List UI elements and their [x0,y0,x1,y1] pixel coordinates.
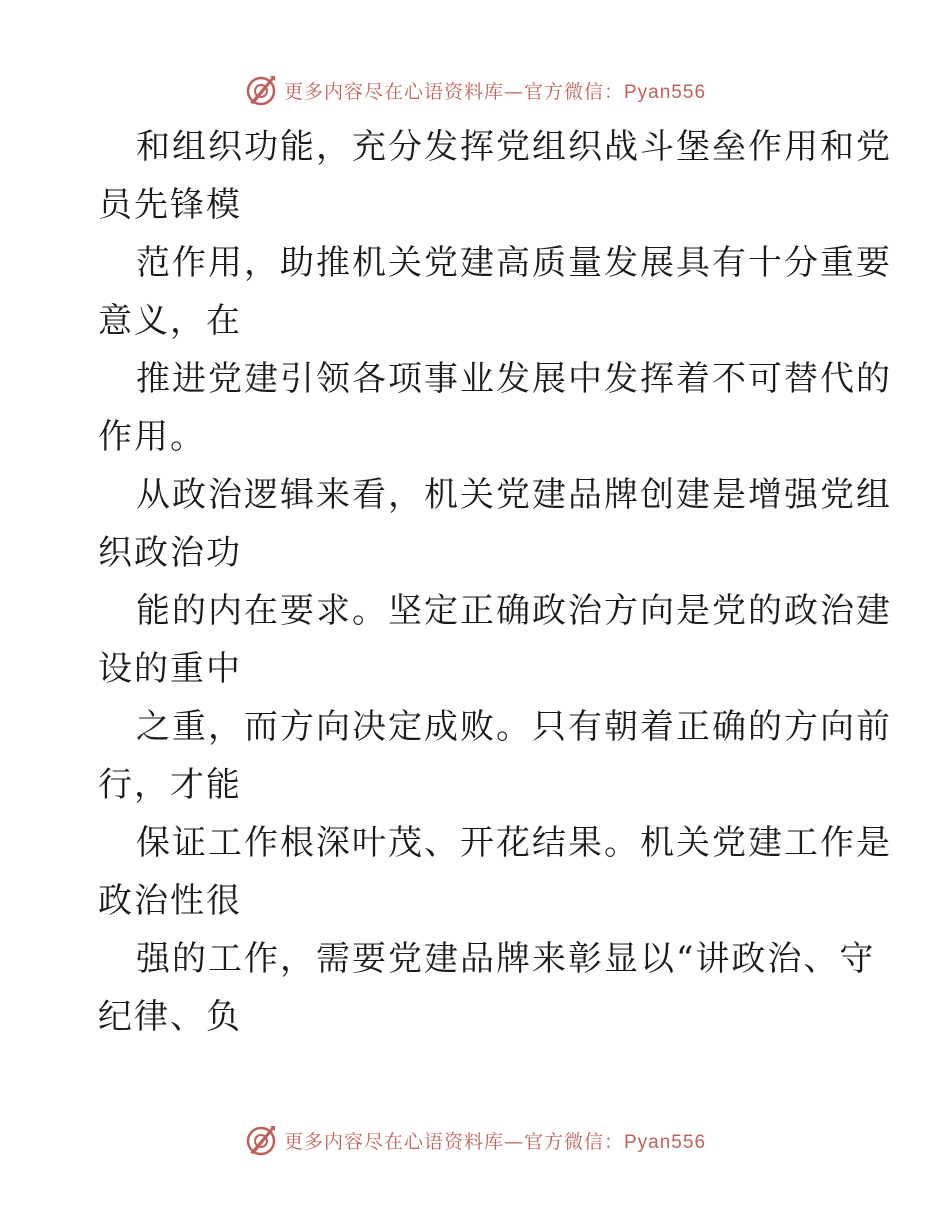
body-line: 强的工作，需要党建品牌来彰显以“讲政治、守 [136,939,876,979]
body-line: 员先锋模 [98,185,242,225]
document-body [98,118,892,1046]
body-line: 范作用，助推机关党建高质量发展具有十分重要 [136,243,892,283]
body-line: 推进党建引领各项事业发展中发挥着不可替代的 [136,359,892,399]
body-line: 织政治功 [98,533,242,573]
header-banner-text: 更多内容尽在心语资料库—官方微信：Pyan556 [283,80,707,103]
body-line: 作用。 [98,417,206,457]
body-line: 从政治逻辑来看，机关党建品牌创建是增强党组 [136,475,892,515]
body-line: 纪律、负 [98,997,242,1037]
header-banner [0,70,950,110]
header-wechat-id: Pyan556 [624,81,707,103]
body-line: 意义，在 [98,301,242,341]
body-line: 行，才能 [98,765,242,805]
footer-wechat-id: Pyan556 [624,1131,707,1153]
body-line: 保证工作根深叶茂、开花结果。机关党建工作是 [136,823,892,863]
body-line: 政治性很 [98,881,242,921]
quill-pen-icon [244,1123,278,1157]
body-line: 和组织功能，充分发挥党组织战斗堡垒作用和党 [136,127,892,167]
body-line: 之重，而方向决定成败。只有朝着正确的方向前 [136,707,892,747]
quill-pen-icon [244,73,278,107]
footer-banner [0,1120,950,1160]
body-line: 能的内在要求。坚定正确政治方向是党的政治建 [136,591,892,631]
body-line: 设的重中 [98,649,242,689]
footer-banner-text: 更多内容尽在心语资料库—官方微信：Pyan556 [283,1130,707,1153]
